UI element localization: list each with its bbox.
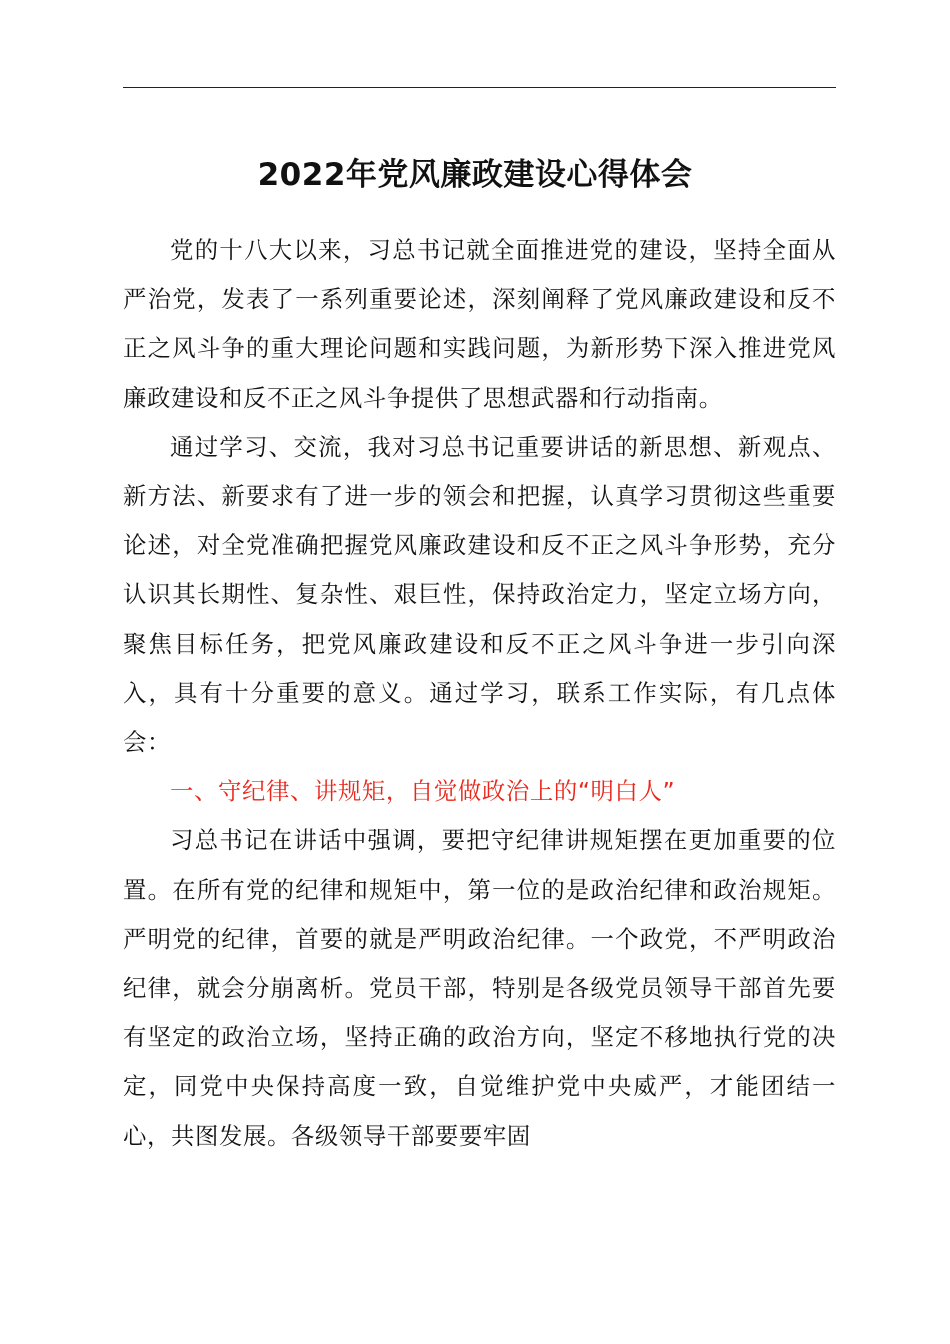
document-title: 2022年党风廉政建设心得体会 (257, 157, 693, 193)
header-rule (123, 87, 836, 88)
paragraph-discipline: 习总书记在讲话中强调，要把守纪律讲规矩摆在更加重要的位置。在所有党的纪律和规矩中，第一位的是政治纪律和政治规矩。严明党的纪律，首要的就是严明政治纪律。一个政党，不严明政治纪律，就会分崩离析。党员干部，特别是各级党员领导干部首先要有坚定的政治立场，坚持正确的政治方向，坚定不移地执行党的决定，同党中央保持高度一致，自觉维护党中央威严，才能团结一心，共图发展。各级领导干部要要牢固 (123, 826, 836, 1150)
paragraph-study: 通过学习、交流，我对习总书记重要讲话的新思想、新观点、新方法、新要求有了进一步的领会和把握，认真学习贯彻这些重要论述，对全党准确把握党风廉政建设和反不正之风斗争形势，充分认识其长期性、复杂性、艰巨性，保持政治定力，坚定立场方向，聚焦目标任务，把党风廉政建设和反不正之风斗争进一步引向深入，具有十分重要的意义。通过学习，联系工作实际，有几点体会： (123, 432, 836, 757)
paragraph-intro: 党的十八大以来，习总书记就全面推进党的建设，坚持全面从严治党，发表了一系列重要论述，深刻阐释了党风廉政建设和反不正之风斗争的重大理论问题和实践问题，为新形势下深入推进党风廉政建设和反不正之风斗争提供了思想武器和行动指南。 (123, 236, 836, 412)
section-heading-1: 一、守纪律、讲规矩，自觉做政治上的“明白人” (170, 777, 676, 806)
document-body (123, 226, 836, 1161)
